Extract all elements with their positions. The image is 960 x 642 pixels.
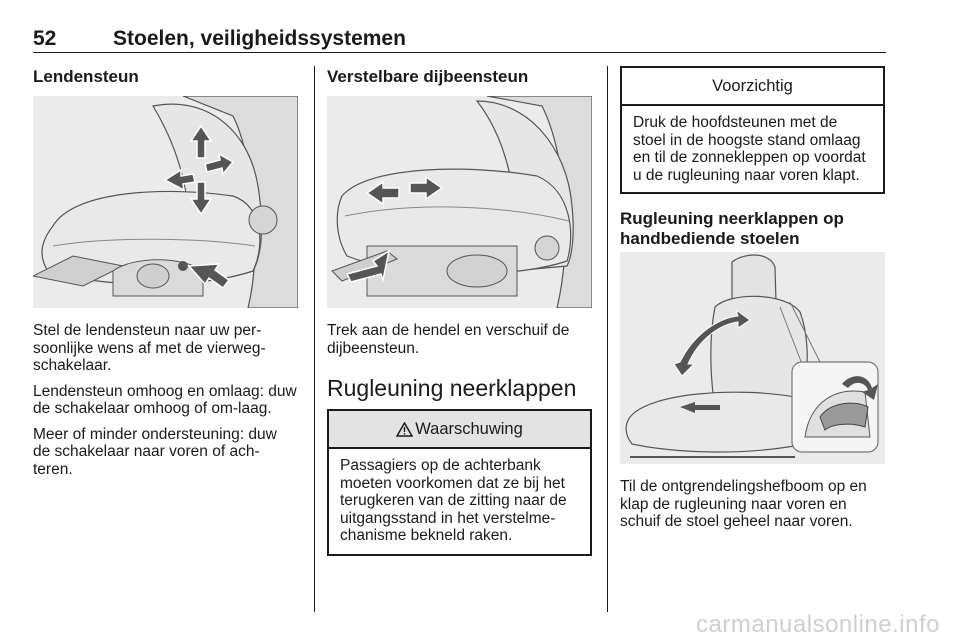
caution-header — [622, 68, 883, 106]
lumbar-paragraph-3: Meer of minder ondersteuning: duw de schakelaar naar voren of ach-teren. — [33, 425, 277, 478]
thigh-support-figure — [327, 96, 592, 308]
warning-triangle-icon — [396, 422, 413, 437]
caution-text: Druk de hoofdsteunen met de stoel in de hoogste stand omlaag en til de zonnekleppen op voordat u de rugleuning naar voren klapt. — [633, 114, 866, 184]
page-number: 52 — [33, 27, 57, 50]
header-rule — [33, 52, 886, 53]
caution-title: Voorzichtig — [712, 76, 793, 95]
thigh-support-text: Trek aan de hendel en verschuif de dijbeensteun. — [327, 322, 570, 357]
warning-text: Passagiers op de achterbank moeten voorkomen dat ze bij het terugkeren van de zitting naar de uitgangsstand in het verstelme-chanisme bekneld raken. — [340, 457, 567, 544]
column-divider-1 — [314, 66, 315, 612]
seatback-fold-illustration — [620, 252, 885, 464]
caution-box — [620, 66, 885, 194]
warning-header — [329, 411, 590, 449]
page-title: Stoelen, veiligheidssystemen — [113, 27, 406, 50]
lumbar-text — [33, 322, 298, 486]
seatback-fold-figure — [620, 252, 885, 464]
warning-box — [327, 409, 592, 556]
lumbar-figure — [33, 96, 298, 308]
thigh-support-heading: Verstelbare dijbeensteun — [327, 67, 529, 86]
lumbar-heading: Lendensteun — [33, 67, 139, 86]
warning-title: Waarschuwing — [415, 419, 523, 438]
column-divider-2 — [607, 66, 608, 612]
fold-backrest-title: Rugleuning neerklappen — [327, 375, 577, 401]
seatback-fold-text: Til de ontgrendelingshefboom op en klap de rugleuning naar voren en schuif de stoel geheel naar voren. — [620, 478, 867, 530]
lumbar-paragraph-2: Lendensteun omhoog en omlaag: duw de schakelaar omhoog of om-laag. — [33, 382, 297, 417]
seat-lumbar-adjust-illustration — [33, 96, 298, 308]
fold-manual-seats-heading: Rugleuning neerklappen op handbediende stoelen — [620, 209, 844, 248]
watermark: carmanualsonline.info — [696, 611, 940, 638]
seat-thigh-support-illustration — [327, 96, 592, 308]
lumbar-paragraph-1: Stel de lendensteun naar uw per-soonlijke wens af met de vierweg-schakelaar. — [33, 322, 266, 374]
